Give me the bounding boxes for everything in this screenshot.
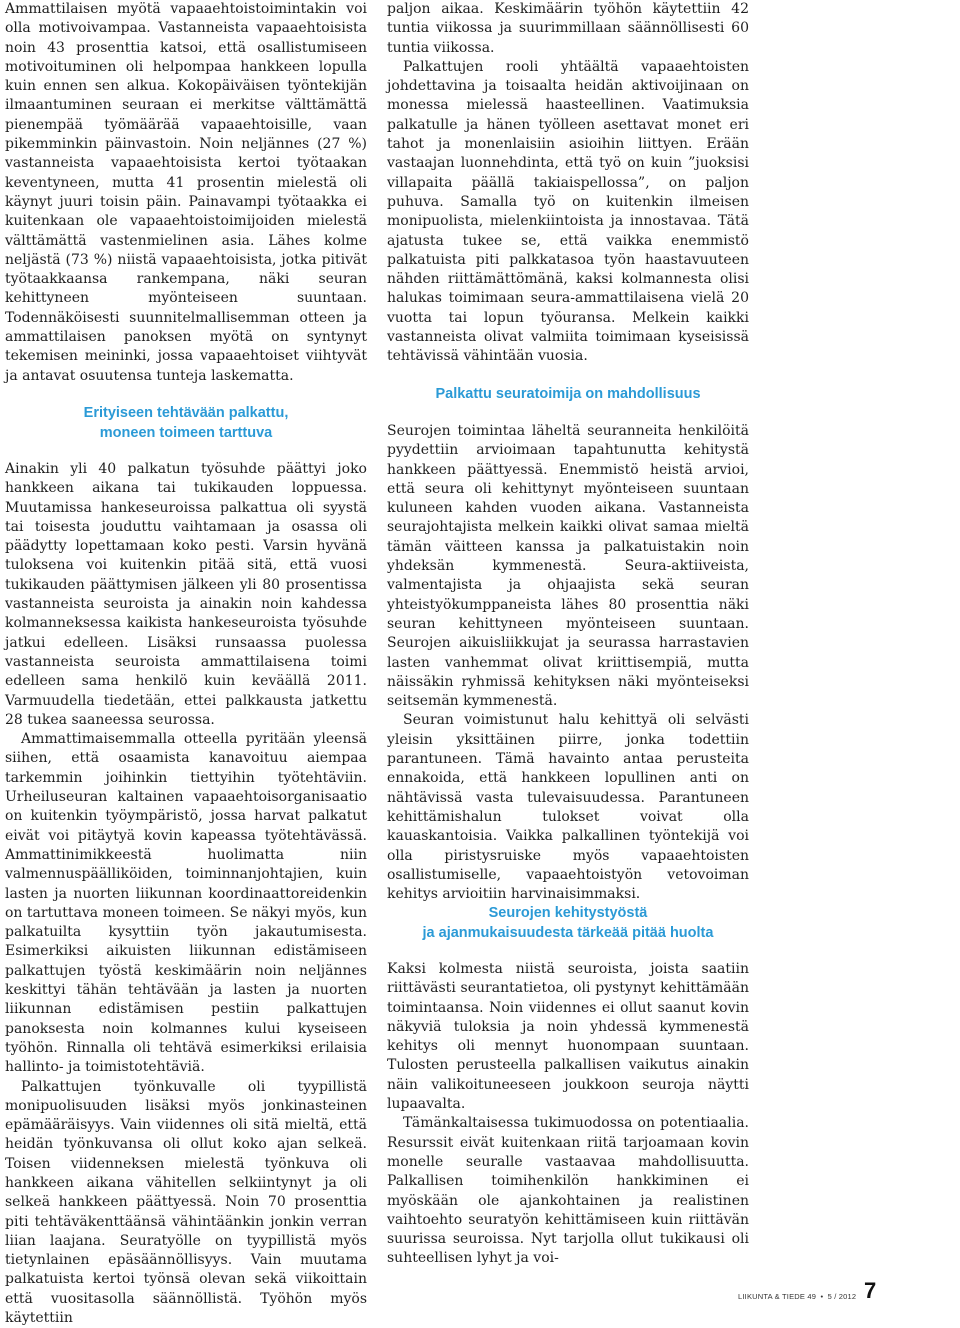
section-body-block	[387, 422, 749, 904]
section-heading-mahdollisuus: Palkattu seuratoimija on mahdollisuus	[387, 384, 749, 404]
body-paragraph: Tämänkaltaisessa tukimuodossa on potentiaalia. Resurssit eivät kuitenkaan riitä tarjoamaan kovin monelle seuralle vastaavaa mahdollisuutta. Palkallisen toimihenkilön hankkiminen ei myöskään ole ajankohtainen ja realistinen vaihtoehto seuratyön kehittämiseen kuin riittävän suurissa seuroissa. Nyt tarjolla ollut tukikausi oli suhteellisen lyhyt ja voi-	[387, 1114, 749, 1268]
body-paragraph: Seurojen toimintaa läheltä seuranneita henkilöitä pyydettiin arvioimaan tapahtunutta kehitystä hankkeen päättyessä. Enemmistö heistä arvioi, että seura oli kehittynyt myönteiseen suuntaan kuluneen kahden vuoden aikana. Vastanneista seurajohtajista melkein kaikki olivat samaa mieltä tämän väitteen kanssa ja palkatuistakin noin yhdeksän kymmenestä. Seura-aktiiveista, valmentajista ja ohjaajista sekä seuran yhteistyökumppaneista lähes 80 prosenttia näki seuran kehittyneen myönteiseen suuntaan. Seurojen aikuisliikkujat ja seurassa harrastavien lasten vanhemmat olivat kriittisempiä, mutta näissäkin ryhmissä kehityksen näki myönteiseksi seitsemän kymmenestä.	[387, 422, 749, 711]
journal-issue: 5 / 2012	[828, 1292, 857, 1301]
continuation-paragraph: paljon aikaa. Keskimäärin työhön käytettiin 42 tuntia viikossa ja suurimmillaan säännöllisesti 60 tuntia viikossa.	[387, 0, 749, 58]
intro-paragraph-block	[5, 0, 367, 386]
body-paragraph: Palkattujen työnkuvalle oli tyypillistä monipuolisuuden lisäksi myös jonkinasteinen epämääräisyys. Vain viidennes oli sitä mieltä, että heidän työnkuvansa oli ollut koko ajan selkeä. Toisen viidenneksen mielestä työnkuva oli hankkeen aikana vähitellen selkiintynyt ja oli selkeä hankkeen päättyessä. Noin 70 prosenttia piti tehtäväkenttäänsä vähintäänkin jonkin verran liian laajana. Seuratyölle on tyypillistä myös tietynlainen epäsäännöllisyys. Vain muutama palkatuista kertoi työnsä olevan sekä viikoittain että vuositasolla säännöllistä. Työhön myös käytettiin	[5, 1078, 367, 1328]
section-heading-line: Erityiseen tehtävään palkattu,	[5, 403, 367, 423]
body-paragraph: Ainakin yli 40 palkatun työsuhde päättyi joko hankkeen aikana tai tukikauden loppuessa. Muutamissa hankeseuroissa palkattua oli syystä tai toisesta jouduttu vaihtamaan ja osassa oli päädytty lopettamaan koko pesti. Varsin hyvänä tuloksena voi kuitenkin pitää sitä, että vuosi tukikauden päättymisen jälkeen yli 80 prosentissa vastanneista seuroista ja ainakin noin kahdessa kolmanneksessa kaikista hankeseuroista työsuhde jatkui edelleen. Lisäksi runsaassa puolessa vastanneista seuroista ammattilaisena toimi edelleen sama henkilö kuin keväällä 2011. Varmuudella tiedetään, ettei palkkausta jatkettu 28 tukea saaneessa seurossa.	[5, 460, 367, 730]
body-paragraph: Ammattimaisemmalla otteella pyritään yleensä siihen, että osaamista kanavoituu aiempaa tarkemmin joihinkin tiettyihin työtehtäviin. Urheiluseuran kaltainen vapaaehtoisorganisaatio on kuitenkin työympäristö, jossa harvat palkatut eivät voi pitäytyä kovin kapeassa työtehtävässä. Ammattinimikkeestä huolimatta niin valmennuspäälliköiden, toiminnanjohtajien, kuin lasten ja nuorten liikunnan koordinaattoreidenkin on tartuttava moneen toimeen. Se näkyi myös, kun palkatuilta kysyttiin työn jakautumisesta. Esimerkiksi aikuisten liikunnan edistämiseen palkattujen työstä keskimäärin noin neljännes keskittyi tähän tehtävään ja lasten ja nuorten liikunnan edistämisen pestiin palkattujen panoksesta noin kolmannes kului kyseiseen työhön. Rinnalla oli tehtävä esimerkiksi erilaisia hallinto- ja toimistotehtäviä.	[5, 730, 367, 1077]
footer-separator: •	[818, 1292, 825, 1301]
section-heading-block	[5, 403, 367, 443]
continuation-block	[387, 0, 749, 367]
body-paragraph: Palkattujen rooli yhtäältä vapaaehtoisten johdettavina ja toisaalta heidän aktivoijinaan on monessa mielessä haasteellinen. Vaatimuksia palkatulle ja hänen työlleen asettavat monet eri tahot ja monenlaisiin asioihin liittyen. Erään vastaajan luonnehdinta, että työ on kuin ”juoksisi villapaita päällä takiaispellossa”, on paljon puhuva. Samalla työ on kuitenkin ilmeisen monipuolista, mielenkiintoista ja innostavaa. Tätä ajatusta tukee se, että vaikka enemmistö palkatuista piti palkkatasoa työn haastavuuteen nähden riittämättömänä, kaksi kolmannesta olisi halukas toimimaan seura-ammattilaisena vielä 20 vuotta tai lopun työuransa. Melkein kaikki vastanneista olivat valmiita toimimaan kyseisissä tehtävissä vähintään vuosia.	[387, 58, 749, 367]
section-body-block	[387, 960, 749, 1269]
body-paragraph: Kaksi kolmesta niistä seuroista, joista saatiin riittävästi seurantatietoa, oli pystynyt kehittämään toimintaansa. Noin viidennes ei ollut saanut kovin näkyviä tuloksia ja noin yhdessä kymmenestä kehitys oli mennyt huonompaan suuntaan. Tulosten perusteella palkallisen vaikutus ainakin näin valikoituneeseen joukkoon seuroja näytti lupaavalta.	[387, 960, 749, 1114]
page-number: 7	[864, 1279, 876, 1303]
intro-paragraph: Ammattilaisen myötä vapaaehtoistoimintakin voi olla motivoivampaa. Vastanneista vapaaehtoisista noin 43 prosenttia katsoi, että osallistumiseen motivoituminen oli helpompaa hankkeen lopulla kuin ennen sen alkua. Kokopäiväisen työntekijän ilmaantuminen seuraan ei merkitse välttämättä pienempää työmäärää vapaaehtoisille, vaan pikemminkin päinvastoin. Noin neljännes (27 %) vastanneista vapaaehtoisista kertoi työtaakan keventyneen, mutta 41 prosentin mielestä oli käynyt juuri toisin päin. Painavampi työtaakka ei kuitenkaan ole vapaaehtoistoimijoiden mielestä välttämättä vastenmielinen asia. Lähes kolme neljästä (73 %) niistä vapaaehtoisista, jotka pitivät työtaakkaansa rankempana, näki seuran kehittyneen myönteiseen suuntaan. Todennäköisesti suunnitelmallisemman otteen ja ammattilaisen panoksen myötä on syntynyt tekemisen meininki, jossa vapaaehtoiset viihtyvät ja antavat osuutensa tunteja laskematta.	[5, 0, 367, 386]
section-heading-block	[387, 384, 749, 404]
section-heading-line: moneen toimeen tarttuva	[5, 423, 367, 443]
section-heading-line: Seurojen kehitystyöstä	[387, 903, 749, 923]
section-heading-block	[387, 903, 749, 943]
section-body-block	[5, 460, 367, 1328]
journal-name: LIIKUNTA & TIEDE 49	[738, 1292, 816, 1301]
body-paragraph: Seuran voimistunut halu kehittyä oli selvästi yleisin yksittäinen piirre, jonka todettiin parantuneen. Tämä havainto antaa perusteita ennakoida, että hankkeen lopullinen anti on nähtävissä vasta tulevaisuudessa. Parantuneen kehittämishalun tulokset voivat olla kauaskantoisia. Vaikka palkallinen työntekijä voi olla piristysruiske myös vapaaehtoisten osallistumiselle, vapaaehtoistyön vetovoiman kehitys arvioitiin harvinaisimmaksi.	[387, 711, 749, 904]
journal-footer	[738, 1292, 856, 1301]
section-heading-palkattu	[5, 403, 367, 443]
section-heading-kehitystyo	[387, 903, 749, 943]
section-heading-line: ja ajanmukaisuudesta tärkeää pitää huolta	[387, 923, 749, 943]
